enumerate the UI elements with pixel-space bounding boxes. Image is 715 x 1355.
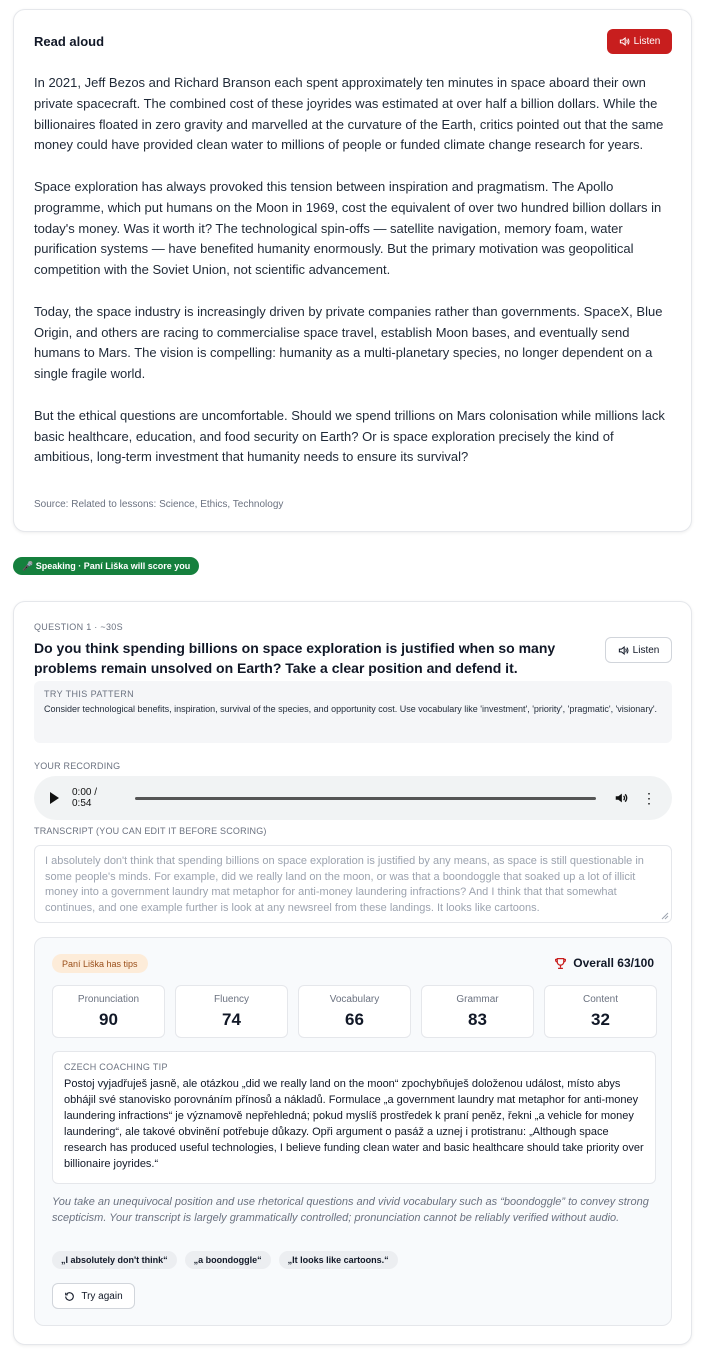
tips-badge: Paní Liška has tips — [52, 954, 148, 973]
feedback-panel — [34, 937, 672, 1326]
speaking-badge: 🎤 Speaking · Paní Liška will score you — [13, 557, 199, 575]
play-icon[interactable] — [50, 792, 59, 804]
transcript-text: I absolutely don't think that spending billions on space exploration is justified by any means, as space is still questionable in some people's minds. For example, did we really land on the moon, or was that a boondoggle that soaked up a lot of illicit money into a government laundry mat metaphor for anti-money laundering infractions? And I think that that somewhat continues, and one example further is look at any newsreel from these landings. It looks like cartoons. — [45, 855, 644, 914]
coaching-tip — [52, 1051, 656, 1184]
transcript-label: TRANSCRIPT (YOU CAN EDIT IT BEFORE SCORING) — [34, 826, 267, 836]
passage-paragraph: Space exploration has always provoked this tension between inspiration and pragmatism. The Apollo programme, which put humans on the Moon in 1969, cost the equivalent of over two hundred billion dollars in today's money. Was it worth it? The technological spin-offs — satellite navigation, memory foam, water purification systems — have benefited humanity enormously. But the primary motivation was geopolitical competition with the Soviet Union, not scientific advancement. — [34, 178, 662, 278]
phrase-chip: „I absolutely don't think“ — [52, 1251, 177, 1269]
source-note: Source: Related to lessons: Science, Ethics, Technology — [34, 499, 284, 510]
phrase-chips — [52, 1251, 398, 1269]
question-label: QUESTION 1 · ~30S — [34, 622, 123, 632]
phrase-chip: „It looks like cartoons.“ — [279, 1251, 398, 1269]
phrase-chip: „a boondoggle“ — [185, 1251, 271, 1269]
transcript-textarea[interactable] — [34, 845, 672, 923]
listen-button[interactable] — [607, 29, 672, 54]
score-label: Pronunciation — [77, 994, 140, 1005]
question-card — [13, 601, 692, 1345]
score-label: Grammar — [456, 994, 499, 1005]
score-label: Fluency — [213, 994, 249, 1005]
score-value: 32 — [591, 1010, 610, 1029]
listen-label: Listen — [633, 36, 661, 47]
score-pronunciation — [52, 985, 165, 1038]
question-listen-button[interactable] — [605, 637, 672, 663]
pattern-title: TRY THIS PATTERN — [44, 689, 135, 699]
speaker-icon — [618, 645, 629, 656]
question-text: Do you think spending billions on space exploration is justified when so many problems remain unsolved on Earth? Take a clear position and defend it. — [34, 640, 556, 676]
read-aloud-title: Read aloud — [34, 34, 105, 49]
trophy-icon — [554, 957, 567, 970]
feedback-summary: You take an unequivocal position and use rhetorical questions and vivid vocabulary such as “boondoggle” to convey strong scepticism. Your transcript is largely grammatically controlled; pronunciation cannot be reliably verified without audio. — [52, 1196, 649, 1224]
score-label: Vocabulary — [329, 994, 380, 1005]
audio-player[interactable] — [34, 776, 672, 820]
score-grammar — [421, 985, 534, 1038]
score-vocabulary — [298, 985, 411, 1038]
passage-paragraph: In 2021, Jeff Bezos and Richard Branson each spent approximately ten minutes in space aboard their own private spacecraft. The combined cost of these joyrides was estimated at over half a billion dollars. While the billionaires floated in zero gravity and marvelled at the curvature of the Earth, critics pointed out that the same money could have provided clean water to millions of people or funded climate change research for years. — [34, 75, 664, 153]
coaching-title: CZECH COACHING TIP — [64, 1062, 168, 1072]
score-value: 90 — [99, 1010, 118, 1029]
score-value: 66 — [345, 1010, 364, 1029]
audio-progress-bar[interactable] — [135, 797, 596, 800]
resize-handle-icon[interactable] — [659, 910, 669, 920]
score-grid — [52, 985, 657, 1038]
retry-icon — [64, 1291, 75, 1302]
passage-paragraph: Today, the space industry is increasingly driven by private companies rather than governments. SpaceX, Blue Origin, and others are racing to commercialise space travel, establish Moon bases, and eventually send humans to Mars. The vision is compelling: humanity as a multi-planetary species, no longer dependent on a single fragile world. — [34, 303, 663, 382]
overall-score — [554, 956, 654, 970]
read-aloud-card — [13, 9, 692, 532]
score-value: 74 — [222, 1010, 241, 1029]
score-value: 83 — [468, 1010, 487, 1029]
reading-passage — [34, 73, 674, 489]
recording-label: YOUR RECORDING — [34, 761, 121, 771]
player-time: 0:00 / 0:54 — [72, 787, 98, 809]
pattern-hint — [34, 681, 672, 743]
score-content — [544, 985, 657, 1038]
score-fluency — [175, 985, 288, 1038]
volume-icon[interactable] — [614, 791, 628, 805]
coaching-text: Postoj vyjadřuješ jasně, ale otázkou „did we really land on the moon“ zpochybňuješ doloženou událost, místo abys obhájil své stanovisko porovnáním přínosů a nákladů. Formulace „a government laundry mat metaphor for anti-money laundering infractions“ je významově nepřehledná; pokud myslíš prostředek k praní peněz, řekni „a vehicle for money laundering“, ale takové obvinění potřebuje důkazy. Opři argument o pasáž a uznej i protistranu: „Although space research has produced useful technologies, I believe funding clean water and basic healthcare should take priority over billionaire joyrides.“ — [64, 1078, 644, 1170]
passage-paragraph: But the ethical questions are uncomfortable. Should we spend trillions on Mars colonisation while millions lack basic healthcare, education, and food security on Earth? Or is space exploration precisely the kind of ambitious, long-term investment that humanity needs to ensure its survival? — [34, 407, 665, 465]
overall-score-text: Overall 63/100 — [573, 956, 654, 970]
try-again-button[interactable] — [52, 1283, 135, 1309]
listen-label: Listen — [632, 644, 660, 656]
try-again-label: Try again — [81, 1290, 123, 1302]
speaker-icon — [619, 36, 630, 47]
score-label: Content — [582, 994, 619, 1005]
more-options-icon[interactable]: ⋮ — [642, 790, 656, 806]
pattern-text: Consider technological benefits, inspiration, survival of the species, and opportunity cost. Use vocabulary like 'investment', 'priority', 'pragmatic', 'visionary'. — [44, 704, 658, 714]
